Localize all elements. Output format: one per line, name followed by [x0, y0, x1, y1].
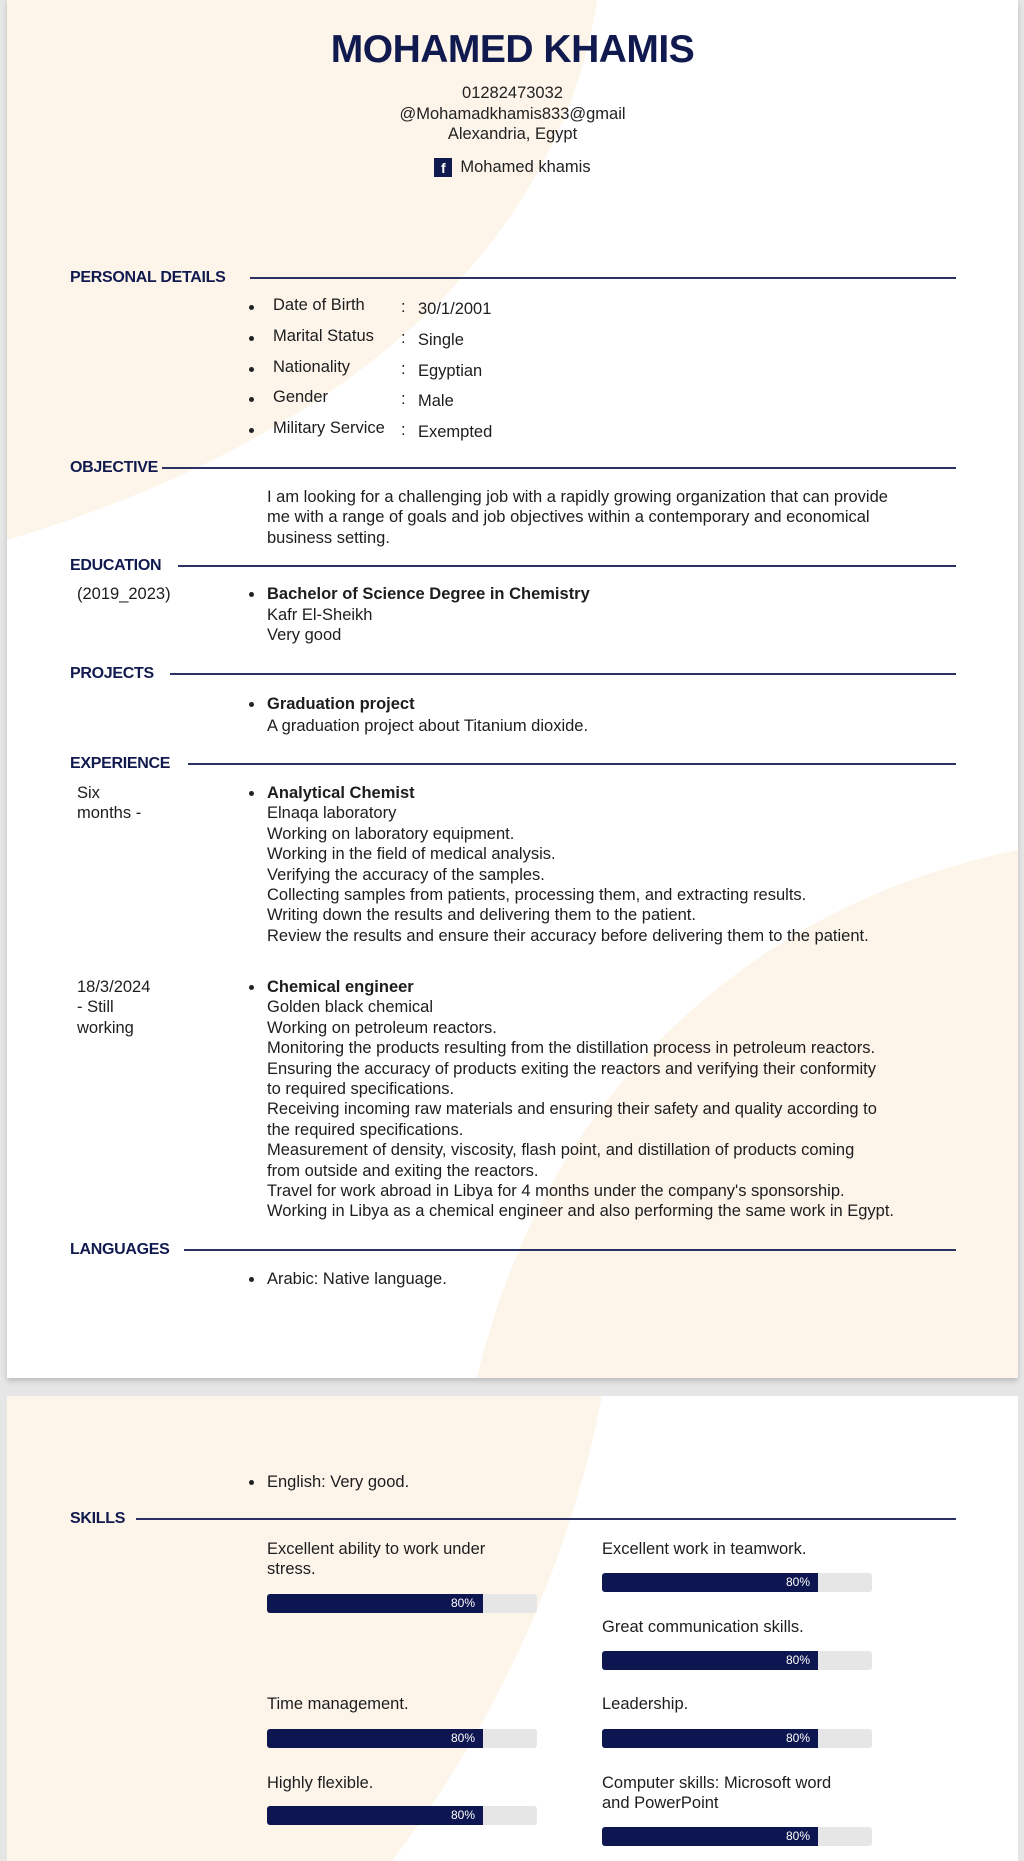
skill-progress-fill: 80%	[267, 1806, 483, 1825]
skill-progress-bar	[602, 1827, 872, 1846]
job-detail: Working on laboratory equipment.	[267, 824, 515, 843]
experience-date: - Still	[77, 998, 114, 1017]
job-detail: Collecting samples from patients, processing them, and extracting results.	[267, 886, 807, 904]
education-title: Bachelor of Science Degree in Chemistry	[267, 585, 590, 603]
detail-label: Gender	[273, 388, 329, 407]
section-divider	[136, 1518, 956, 1520]
job-detail: Monitoring the products resulting from the distillation process in petroleum reactors.	[267, 1039, 876, 1058]
detail-colon: :	[401, 359, 406, 378]
bullet-icon	[249, 1480, 254, 1485]
bullet-icon	[249, 367, 254, 372]
facebook-link[interactable]	[7, 157, 1018, 178]
job-detail: Working in the field of medical analysis.	[267, 845, 556, 864]
language-item: English: Very good.	[267, 1473, 410, 1491]
section-heading-experience: EXPERIENCE	[70, 755, 171, 772]
education-detail: Kafr El-Sheikh	[267, 606, 373, 624]
job-title: Chemical engineer	[267, 978, 414, 996]
section-divider	[162, 467, 956, 469]
experience-date: Six	[77, 784, 100, 802]
detail-label: Military Service	[273, 419, 385, 438]
detail-label: Date of Birth	[273, 296, 365, 314]
section-divider	[184, 1249, 956, 1251]
skill-progress-fill: 80%	[602, 1573, 818, 1592]
section-heading-objective: OBJECTIVE	[70, 459, 158, 476]
skill-progress-fill: 80%	[267, 1594, 483, 1613]
section-divider	[250, 277, 956, 279]
job-detail: Golden black chemical	[267, 998, 433, 1017]
resume-page-2	[7, 1396, 1018, 1861]
experience-date: 18/3/2024	[77, 978, 151, 996]
job-detail: Working on petroleum reactors.	[267, 1018, 497, 1037]
detail-label: Nationality	[273, 357, 351, 376]
skill-label: stress.	[267, 1560, 316, 1579]
bullet-icon	[249, 791, 254, 796]
detail-label: Marital Status	[273, 326, 374, 345]
facebook-icon: f	[434, 158, 452, 177]
skill-progress-fill: 80%	[602, 1651, 818, 1670]
skill-progress-bar	[267, 1729, 537, 1748]
bullet-icon	[249, 305, 254, 310]
skill-label: Great communication skills.	[602, 1618, 804, 1636]
language-item: Arabic: Native language.	[267, 1270, 447, 1288]
skill-progress-fill: 80%	[602, 1729, 818, 1748]
skill-progress-fill: 80%	[267, 1729, 483, 1748]
detail-colon: :	[401, 328, 406, 347]
detail-value: Exempted	[418, 423, 493, 442]
skill-progress-bar	[267, 1806, 537, 1825]
skill-label: and PowerPoint	[602, 1794, 719, 1813]
education-date: (2019_2023)	[77, 585, 171, 603]
job-detail: Receiving incoming raw materials and ensuring their safety and quality according to	[267, 1100, 877, 1119]
project-title: Graduation project	[267, 695, 415, 713]
skill-label: Computer skills: Microsoft word	[602, 1774, 832, 1792]
section-heading-languages: LANGUAGES	[70, 1241, 170, 1258]
skill-label: Excellent work in teamwork.	[602, 1540, 807, 1558]
project-description: A graduation project about Titanium dioxide.	[267, 717, 589, 735]
job-detail: Ensuring the accuracy of products exiting the reactors and verifying their conformity	[267, 1059, 876, 1078]
section-heading-skills: SKILLS	[70, 1510, 126, 1527]
skill-progress-bar	[602, 1729, 872, 1748]
detail-value: 30/1/2001	[418, 300, 492, 318]
skill-progress-bar	[267, 1594, 537, 1613]
job-detail: Working in Libya as a chemical engineer and also performing the same work in Egypt.	[267, 1202, 895, 1221]
email: @Mohamadkhamis833@gmail	[399, 105, 626, 123]
job-title: Analytical Chemist	[267, 784, 415, 802]
detail-value: Single	[418, 330, 464, 349]
job-detail: Verifying the accuracy of the samples.	[267, 865, 545, 884]
bullet-icon	[249, 592, 254, 597]
detail-value: Male	[418, 392, 454, 411]
bullet-icon	[249, 336, 254, 341]
bullet-icon	[249, 985, 254, 990]
section-divider	[170, 673, 956, 675]
resume-page-1	[7, 0, 1018, 1378]
detail-value: Egyptian	[418, 361, 483, 380]
detail-colon: :	[401, 421, 406, 440]
job-detail: from outside and exiting the reactors.	[267, 1161, 539, 1180]
skill-label: Highly flexible.	[267, 1774, 374, 1792]
facebook-name: Mohamed khamis	[460, 158, 591, 176]
phone: 01282473032	[462, 84, 563, 102]
location: Alexandria, Egypt	[447, 125, 578, 143]
skill-label: Excellent ability to work under	[267, 1540, 486, 1558]
skill-label: Leadership.	[602, 1695, 689, 1713]
detail-colon: :	[401, 298, 406, 316]
bullet-icon	[249, 1277, 254, 1282]
experience-date: working	[77, 1018, 134, 1037]
section-divider	[188, 763, 956, 765]
job-detail: Elnaqa laboratory	[267, 804, 397, 823]
detail-colon: :	[401, 390, 406, 409]
experience-date: months -	[77, 804, 142, 823]
job-detail: Writing down the results and delivering them to the patient.	[267, 906, 696, 925]
page-background-shapes	[7, 1396, 1018, 1861]
section-heading-personal: PERSONAL DETAILS	[70, 269, 226, 286]
job-detail: Travel for work abroad in Libya for 4 months under the company's sponsorship.	[267, 1182, 845, 1200]
skill-label: Time management.	[267, 1695, 409, 1713]
section-heading-education: EDUCATION	[70, 557, 162, 574]
bullet-icon	[249, 702, 254, 707]
section-divider	[178, 565, 956, 567]
job-detail: to required specifications.	[267, 1080, 455, 1098]
skill-progress-fill: 80%	[602, 1827, 818, 1846]
job-detail: the required specifications.	[267, 1120, 464, 1139]
job-detail: Measurement of density, viscosity, flash point, and distillation of products coming	[267, 1141, 855, 1160]
objective-text: business setting.	[267, 528, 390, 547]
skill-progress-bar	[602, 1651, 872, 1670]
skill-progress-bar	[602, 1573, 872, 1592]
education-detail: Very good	[267, 626, 342, 645]
job-detail: Review the results and ensure their accuracy before delivering them to the patient.	[267, 926, 869, 945]
objective-text: I am looking for a challenging job with a rapidly growing organization that can provide	[267, 488, 888, 506]
objective-text: me with a range of goals and job objectives within a contemporary and economical	[267, 508, 870, 527]
candidate-name: MOHAMED KHAMIS	[330, 28, 695, 71]
section-heading-projects: PROJECTS	[70, 665, 154, 682]
